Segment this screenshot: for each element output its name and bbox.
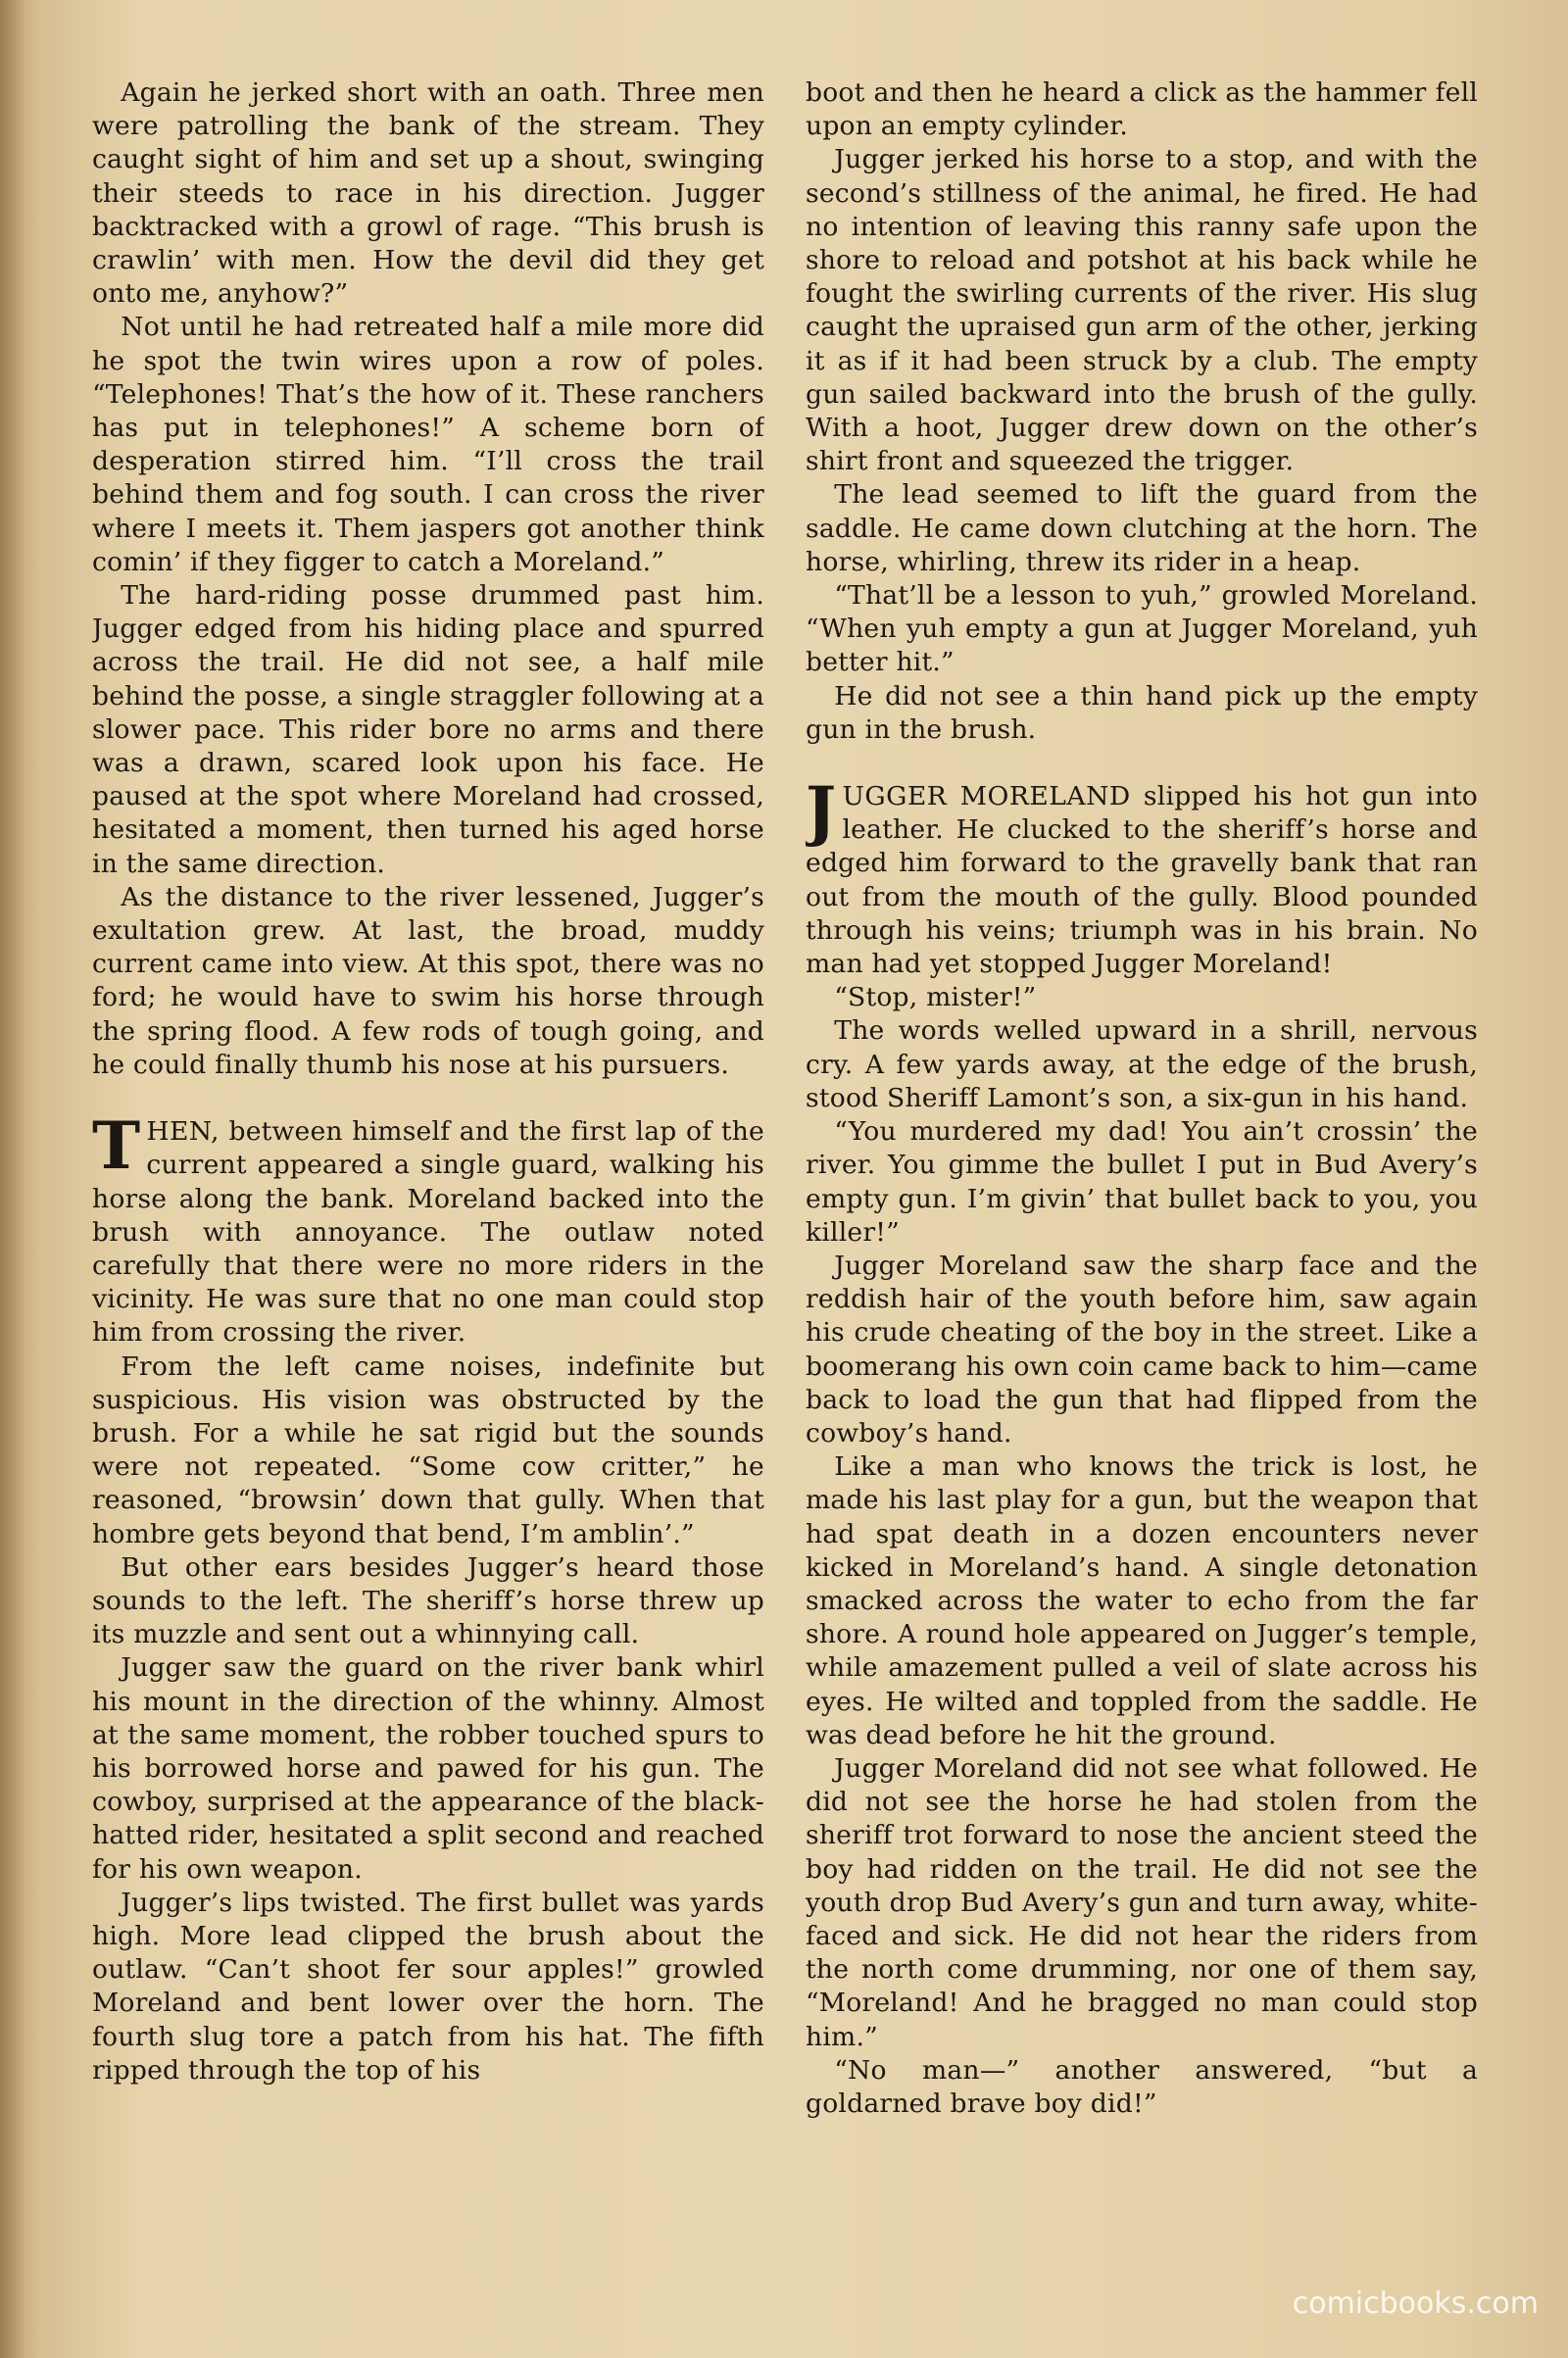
paragraph: Jugger Moreland did not see what followed. He did not see the horse he had stolen from the sheriff trot forward to nose the ancient steed the boy had ridden on the trail. He did not see the youth drop Bud Avery’s gun and turn away, white-faced and sick. He did not hear the riders from the north come drumming, nor one of them say, “Moreland! And he bragged no man could stop him.” [806, 1752, 1478, 2052]
paragraph: Again he jerked short with an oath. Three men were patrolling the bank of the stream. They caught sight of him and set up a shout, swinging their steeds to race in his direction. Jugger backtracked with a growl of rage. “This brush is crawlin’ with men. How the devil did they get onto me, anyhow?” [92, 77, 764, 310]
watermark-text: comicbooks.com [1292, 2286, 1539, 2321]
paragraph: The lead seemed to lift the guard from the saddle. He came down clutching at the horn. The horse, whirling, threw its rider in a heap. [806, 479, 1478, 577]
drop-cap: J [806, 772, 837, 850]
page-binding-gutter [0, 0, 24, 2358]
paragraph: Jugger jerked his horse to a stop, and with the second’s stillness of the animal, he fired. He had no intention of leaving this ranny safe upon the shore to reload and potshot at his back while he fought the swirling currents of the river. His slug caught the upraised gun arm of the other, jerking it as if it had been struck by a club. The empty gun sailed backward into the brush of the gully. With a hoot, Jugger drew down on the other’s shirt front and squeezed the trigger. [806, 144, 1478, 477]
paragraph: boot and then he heard a click as the hammer fell upon an empty cylinder. [806, 77, 1478, 142]
left-text-column [92, 76, 764, 2272]
paragraph: Jugger’s lips twisted. The first bullet was yards high. More lead clipped the brush about the outlaw. “Can’t shoot fer sour apples!” growled Moreland and bent lower over the horn. The fourth slug tore a patch from his hat. The fifth ripped through the top of his [92, 1887, 764, 2086]
lead-in-caps: HEN, [146, 1116, 220, 1148]
paragraph: Jugger Moreland saw the sharp face and the reddish hair of the youth before him, saw again his crude cheating of the boy in the street. Like a boomerang his own coin came back to him—came back to load the gun that had flipped from the cowboy’s hand. [806, 1250, 1478, 1449]
section-paragraph [806, 772, 1478, 981]
paragraph: Jugger saw the guard on the river bank whirl his mount in the direction of the whinny. Almost at the same moment, the robber touched spurs to his borrowed horse and pawed for his gun. The cowboy, surprised at the appearance of the black-hatted rider, hesitated a split second and reached for his own weapon. [92, 1652, 764, 1885]
paragraph-text: between himself and the first lap of the current appeared a single guard, walking his horse along the bank. Moreland backed into the brush with annoyance. The outlaw noted carefully that there were no more riders in the vicinity. He was sure that no one man could stop him from crossing the river. [92, 1116, 764, 1349]
paragraph: Not until he had retreated half a mile more did he spot the twin wires upon a row of poles. “Telephones! That’s the how of it. These ranchers has put in telephones!” A scheme born of desperation stirred him. “I’ll cross the trail behind them and fog south. I can cross the river where I meets it. Them jaspers got another think comin’ if they figger to catch a Moreland.” [92, 312, 764, 577]
paragraph: The hard-riding posse drummed past him. Jugger edged from his hiding place and spurred across the trail. He did not see, a half mile behind the posse, a single straggler following at a slower pace. This rider bore no arms and there was a drawn, scared look upon his face. He paused at the spot where Moreland had crossed, hesitated a moment, then turned his aged horse in the same direction. [92, 580, 764, 879]
paragraph: The words welled upward in a shrill, nervous cry. A few yards away, at the edge of the brush, stood Sheriff Lamont’s son, a six-gun in his hand. [806, 1015, 1478, 1113]
drop-cap: T [92, 1107, 141, 1185]
lead-in-caps: UGGER MORELAND [842, 781, 1131, 812]
paragraph: “Stop, mister!” [834, 982, 1037, 1013]
paragraph: “No man—” another answered, “but a goldarned brave boy did!” [806, 2054, 1478, 2119]
paragraph: “You murdered my dad! You ain’t crossin’ the river. You gimme the bullet I put in Bud Avery’s empty gun. I’m givin’ that bullet back to you, you killer!” [806, 1116, 1478, 1248]
section-paragraph [92, 1107, 764, 1350]
paragraph: “That’ll be a lesson to yuh,” growled Moreland. “When yuh empty a gun at Jugger Moreland, yuh better hit.” [806, 580, 1478, 678]
paragraph: But other ears besides Jugger’s heard those sounds to the left. The sheriff’s horse threw up its muzzle and sent out a whinnying call. [92, 1551, 764, 1650]
paragraph-text: slipped his hot gun into leather. He clucked to the sheriff’s horse and edged him forward to the gravelly bank that ran out from the mouth of the gully. Blood pounded through his veins; triumph was in his brain. No man had yet stopped Jugger Moreland! [806, 781, 1478, 980]
paragraph: As the distance to the river lessened, Jugger’s exultation grew. At last, the broad, muddy current came into view. At this spot, there was no ford; he would have to swim his horse through the spring flood. A few rods of tough going, and he could finally thumb his nose at his pursuers. [92, 881, 764, 1080]
paragraph: He did not see a thin hand pick up the empty gun in the brush. [806, 680, 1478, 745]
right-text-column [806, 76, 1478, 2272]
paragraph: Like a man who knows the trick is lost, he made his last play for a gun, but the weapon that had spat death in a dozen encounters never kicked in Moreland’s hand. A single detonation smacked across the water to echo from the far shore. A round hole appeared on Jugger’s temple, while amazement pulled a veil of slate across his eyes. He wilted and toppled from the saddle. He was dead before he hit the ground. [806, 1451, 1478, 1750]
paragraph: From the left came noises, indefinite but suspicious. His vision was obstructed by the brush. For a while he sat rigid but the sounds were not repeated. “Some cow critter,” he reasoned, “browsin’ down that gully. When that hombre gets beyond that bend, I’m amblin’.” [92, 1351, 764, 1549]
